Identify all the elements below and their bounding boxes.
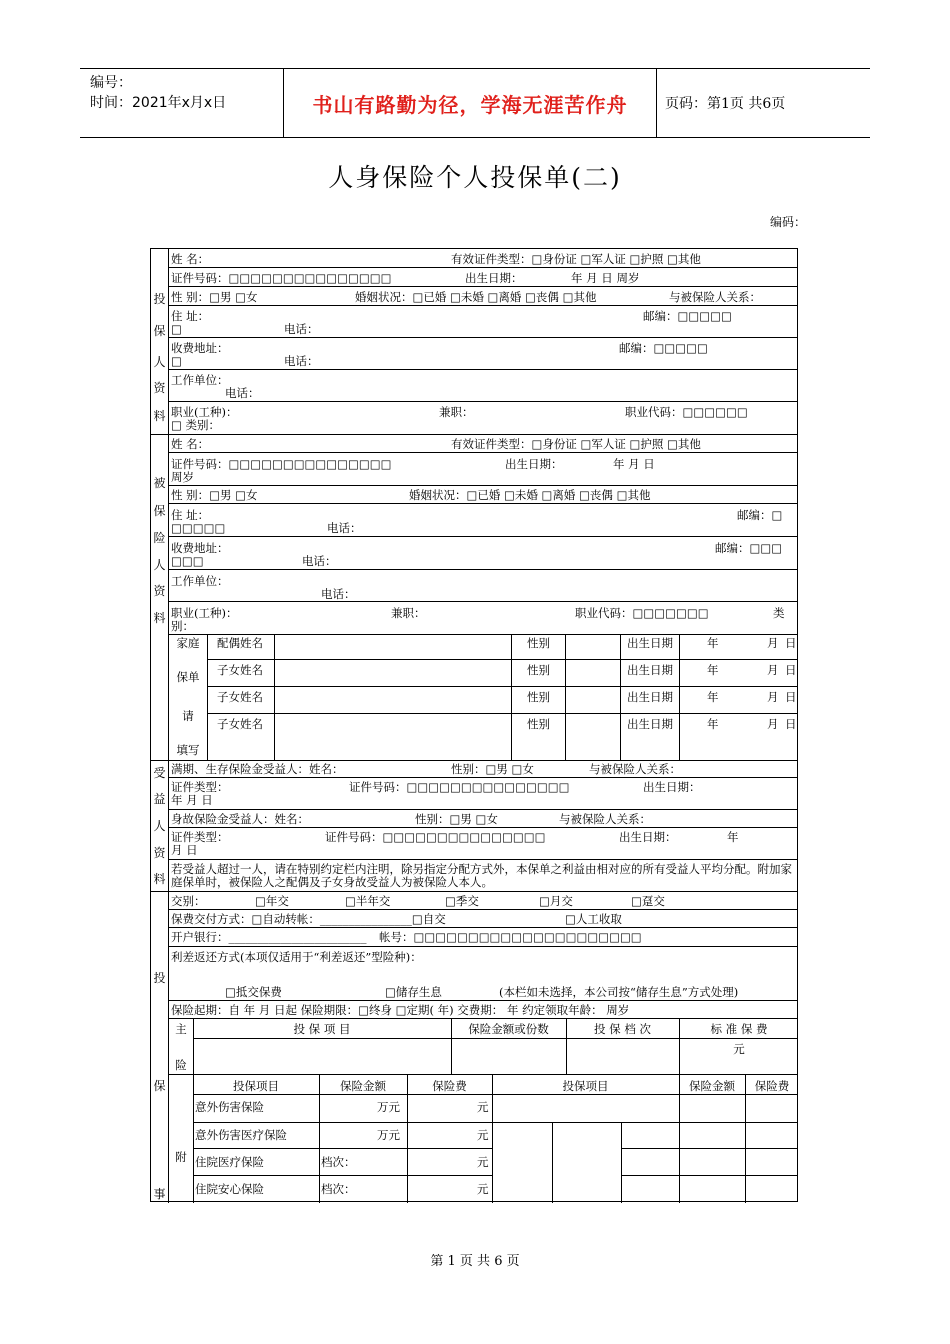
- insured-mail-postcode[interactable]: 邮编：□□□: [715, 541, 783, 555]
- insured-birth-fields: 年 月 日: [613, 457, 655, 471]
- rider-row-name: 住院安心保险: [195, 1182, 264, 1196]
- family-gender-label: 性别: [527, 690, 550, 704]
- applicant-id-number[interactable]: 证件号码：□□□□□□□□□□□□□□□: [171, 271, 392, 285]
- form-title: 人身保险个人投保单(二): [328, 163, 622, 192]
- motto: 书山有路勤为径，学海无涯苦作舟: [283, 69, 657, 137]
- insured-name-label: 姓 名：: [171, 437, 210, 451]
- death-beneficiary-relation: 与被保险人关系：: [559, 812, 651, 826]
- section-label-insured-4: 人: [153, 558, 166, 572]
- family-day: 日: [785, 663, 797, 677]
- insured-work-unit: 工作单位：: [171, 574, 229, 588]
- insured-row-gender: [169, 486, 797, 504]
- rider-row-premium: 元: [477, 1128, 489, 1142]
- applicant-mail-postcode[interactable]: 邮编：□□□□□: [619, 341, 708, 355]
- family-month: 月: [767, 690, 779, 704]
- family-row-title-child: 子女姓名: [217, 690, 263, 704]
- insured-mail-line2: □□□: [171, 554, 204, 568]
- applicant-row-id: [169, 268, 797, 287]
- section-label-insured-5: 资: [153, 584, 166, 598]
- applicant-row-mail: [169, 338, 797, 370]
- insured-postcode[interactable]: 邮编：□: [737, 508, 783, 522]
- main-coverage-label-2: 险: [175, 1058, 187, 1072]
- insured-marital[interactable]: 婚姻状况：□已婚 □未婚 □离婚 □丧偶 □其他: [409, 488, 651, 502]
- insured-row-id: [169, 453, 797, 486]
- page-indicator: 页码：第1页 共6页: [665, 96, 786, 112]
- insurance-application-form: [150, 248, 798, 1202]
- insured-occupation-category-2: 别：: [171, 619, 194, 633]
- section-label-matters-1: 投: [153, 971, 166, 985]
- insured-id-type[interactable]: 有效证件类型：□身份证 □军人证 □护照 □其他: [451, 437, 701, 451]
- applicant-row-gender: [169, 287, 797, 306]
- section-label-insured-3: 险: [153, 531, 166, 545]
- insured-parttime: 兼职：: [391, 606, 426, 620]
- section-label-applicant-2: 保: [153, 324, 166, 338]
- family-day: 日: [785, 636, 797, 650]
- applicant-address-label: 住 址：: [171, 309, 210, 323]
- maturity-beneficiary-birth: 出生日期：: [643, 780, 701, 794]
- refund-deposit-option[interactable]: □储存生息: [385, 985, 442, 999]
- applicant-occupation-category: □ 类别：: [171, 418, 221, 432]
- payment-row-mode: [169, 892, 797, 910]
- rider-row-amount: 万元: [377, 1128, 400, 1142]
- main-premium-header: 标 准 保 费: [710, 1022, 768, 1036]
- family-birth-label: 出生日期: [627, 663, 673, 677]
- rider-amount-header: 保险金额: [340, 1079, 386, 1093]
- family-month: 月: [767, 663, 779, 677]
- section-label-applicant-1: 投: [153, 292, 166, 306]
- rider-coverage-label: 附: [175, 1150, 187, 1164]
- applicant-phone: 电话：: [284, 322, 319, 336]
- insured-row-work: [169, 570, 797, 602]
- beneficiary-row-id-2: [169, 828, 797, 860]
- family-grid-line: [208, 659, 797, 660]
- applicant-mail-line2: □: [171, 354, 182, 368]
- family-year: 年: [707, 690, 719, 704]
- insured-address-label: 住 址：: [171, 508, 210, 522]
- death-beneficiary-gender[interactable]: 性别：□男 □女: [415, 812, 498, 826]
- code-label: 编号：: [90, 75, 132, 91]
- rider-grid-line: [621, 1123, 622, 1203]
- payment-bank[interactable]: 开户银行：________________________: [171, 930, 367, 944]
- applicant-parttime: 兼职：: [439, 405, 474, 419]
- family-label-2: 保单: [176, 670, 200, 684]
- death-beneficiary-id-number[interactable]: 证件号码：□□□□□□□□□□□□□□□: [325, 830, 546, 844]
- payment-row-refund: [169, 947, 797, 1001]
- applicant-work-phone: 电话：: [225, 386, 260, 400]
- maturity-beneficiary-date: 年 月 日: [171, 793, 213, 807]
- rider-row-name: 意外伤害保险: [195, 1100, 264, 1114]
- family-grid-line: [208, 686, 797, 687]
- maturity-beneficiary-relation: 与被保险人关系：: [589, 762, 681, 776]
- family-row-title-spouse: 配偶姓名: [217, 636, 263, 650]
- section-label-matters-2: 保: [153, 1079, 166, 1093]
- rider-row-amount: 档次：: [321, 1182, 356, 1196]
- refund-offset-option[interactable]: □抵交保费: [225, 985, 282, 999]
- insured-row-mail: [169, 537, 797, 570]
- applicant-row-name: [169, 249, 797, 268]
- section-label-insured-6: 料: [153, 611, 166, 625]
- applicant-birth-label: 出生日期：: [465, 271, 523, 285]
- family-grid-line: [208, 713, 797, 714]
- insured-id-number[interactable]: 证件号码：□□□□□□□□□□□□□□□: [171, 457, 392, 471]
- rider-item-header-2: 投保项目: [562, 1079, 609, 1093]
- family-grid-line: [565, 635, 566, 760]
- payment-method[interactable]: 保费交付方式：□自动转帐：________________□自交: [171, 912, 446, 926]
- family-month: 月: [767, 717, 779, 731]
- rider-row-premium: 元: [477, 1100, 489, 1114]
- applicant-birth-fields: 年 月 日 周岁: [571, 271, 640, 285]
- insured-occupation-category: 类: [773, 606, 785, 620]
- applicant-relation: 与被保险人关系：: [669, 290, 761, 304]
- payment-row-period: [169, 1001, 797, 1019]
- insured-address-line2: □□□□□: [171, 521, 226, 535]
- payment-semiannual-option[interactable]: □半年交: [345, 894, 391, 908]
- section-label-beneficiary-2: 益: [153, 792, 166, 806]
- beneficiary-row-note: [169, 860, 797, 892]
- insured-row-occupation: [169, 602, 797, 635]
- rider-row-amount: 万元: [377, 1100, 400, 1114]
- family-grid-line: [274, 635, 275, 760]
- insured-gender[interactable]: 性 别：□男 □女: [171, 488, 258, 502]
- family-label-3: 请: [182, 709, 194, 723]
- main-coverage-label-1: 主: [175, 1022, 187, 1036]
- family-year: 年: [707, 717, 719, 731]
- family-month: 月: [767, 636, 779, 650]
- family-grid-line: [620, 635, 621, 760]
- payment-account-number[interactable]: 帐号：□□□□□□□□□□□□□□□□□□□□□: [379, 930, 642, 944]
- applicant-address-line2: □: [171, 322, 182, 336]
- section-label-beneficiary-3: 人: [153, 819, 166, 833]
- death-beneficiary-id-type: 证件类型：: [171, 830, 229, 844]
- section-divider: [151, 434, 169, 435]
- applicant-marital[interactable]: 婚姻状况：□已婚 □未婚 □离婚 □丧偶 □其他: [355, 290, 597, 304]
- section-label-applicant-4: 资: [153, 381, 166, 395]
- rider-grid-line: [193, 1094, 797, 1095]
- payment-single-option[interactable]: □趸交: [631, 894, 665, 908]
- section-label-applicant-5: 料: [153, 409, 166, 423]
- refund-default-note: (本栏如未选择，本公司按“储存生息”方式处理): [499, 985, 739, 999]
- rider-row-name: 意外伤害医疗保险: [195, 1128, 287, 1142]
- insurance-period: 保险起期：自 年 月 日起 保险期限：□终身 □定期( 年) 交费期： 年 约定领取年龄： 周岁: [171, 1003, 630, 1017]
- rider-premium-header: 保险费: [432, 1079, 467, 1093]
- applicant-postcode[interactable]: 邮编：□□□□□: [643, 309, 732, 323]
- section-label-beneficiary-4: 资: [153, 846, 166, 860]
- insured-occupation-code[interactable]: 职业代码：□□□□□□□: [575, 606, 709, 620]
- family-label-4: 填写: [176, 743, 200, 757]
- main-amount-header: 保险金额或份数: [468, 1022, 549, 1036]
- maturity-beneficiary-id-number[interactable]: 证件号码：□□□□□□□□□□□□□□□: [349, 780, 570, 794]
- applicant-occupation-code[interactable]: 职业代码：□□□□□□: [625, 405, 748, 419]
- time-label: 时间：2021年x月x日: [90, 95, 227, 111]
- document-header: [80, 68, 870, 138]
- insured-age: 周岁: [171, 470, 194, 484]
- applicant-mail-phone: 电话：: [284, 354, 319, 368]
- payment-row-bank: [169, 928, 797, 947]
- family-birth-label: 出生日期: [627, 636, 673, 650]
- family-day: 日: [785, 690, 797, 704]
- insured-birth-label: 出生日期：: [505, 457, 563, 471]
- rider-premium-header-2: 保险费: [754, 1079, 790, 1093]
- rider-grid-line: [552, 1123, 553, 1203]
- rider-grid-line: [193, 1175, 492, 1176]
- family-grid-line: [511, 635, 512, 760]
- applicant-id-type[interactable]: 有效证件类型：□身份证 □军人证 □护照 □其他: [451, 252, 701, 266]
- applicant-gender[interactable]: 性 别：□男 □女: [171, 290, 258, 304]
- main-level-header: 投 保 档 次: [594, 1022, 651, 1036]
- form-code-label: 编码：: [770, 215, 807, 229]
- beneficiary-row-maturity: [169, 761, 797, 778]
- maturity-beneficiary-name: 满期、生存保险金受益人：姓名：: [171, 762, 344, 776]
- payment-quarterly-option[interactable]: □季交: [445, 894, 479, 908]
- applicant-row-address: [169, 306, 797, 338]
- insured-mail-phone: 电话：: [302, 554, 337, 568]
- family-day: 日: [785, 717, 797, 731]
- maturity-beneficiary-gender[interactable]: 性别：□男 □女: [451, 762, 534, 776]
- death-beneficiary-date: 月 日: [171, 843, 198, 857]
- family-year: 年: [707, 663, 719, 677]
- family-gender-label: 性别: [527, 717, 550, 731]
- main-premium-unit: 元: [733, 1042, 745, 1056]
- section-label-insured-2: 保: [153, 504, 166, 518]
- applicant-occupation: 职业(工种)：: [171, 405, 238, 419]
- family-row-title-child: 子女姓名: [217, 663, 263, 677]
- death-beneficiary-year: 年: [727, 830, 739, 844]
- payment-row-method: [169, 910, 797, 928]
- applicant-mail-address: 收费地址：: [171, 341, 229, 355]
- payment-manual-option[interactable]: □人工收取: [565, 912, 622, 926]
- section-label-beneficiary-5: 料: [153, 872, 166, 886]
- header-meta: [90, 73, 285, 113]
- family-gender-label: 性别: [527, 663, 550, 677]
- section-label-matters-3: 事: [153, 1187, 166, 1201]
- insured-mail-address: 收费地址：: [171, 541, 229, 555]
- beneficiary-distribution-note: 若受益人超过一人，请在特别约定栏内注明，除另指定分配方式外，本保单之利益由相对应的所有受益人平均分配。附加家庭保单时，被保险人之配偶及子女身故受益人为被保险人本人。: [171, 862, 792, 889]
- family-birth-label: 出生日期: [627, 717, 673, 731]
- payment-mode-label: 交别：: [171, 894, 206, 908]
- rider-row-amount: 档次：: [321, 1155, 356, 1169]
- rider-row-name: 住院医疗保险: [195, 1155, 264, 1169]
- family-birth-label: 出生日期: [627, 690, 673, 704]
- family-gender-label: 性别: [527, 636, 550, 650]
- rider-grid-line: [621, 1175, 797, 1176]
- rider-grid-line: [621, 1148, 797, 1149]
- refund-method-label: 利差返还方式(本项仅适用于“利差返还”型险种)：: [171, 950, 422, 964]
- payment-annual-option[interactable]: □年交: [255, 894, 289, 908]
- insured-occupation: 职业(工种)：: [171, 606, 238, 620]
- rider-row-premium: 元: [477, 1155, 489, 1169]
- family-year: 年: [707, 636, 719, 650]
- rider-grid-line: [193, 1148, 492, 1149]
- payment-monthly-option[interactable]: □月交: [539, 894, 573, 908]
- rider-grid-line: [193, 1122, 797, 1123]
- rider-row-premium: 元: [477, 1182, 489, 1196]
- insured-phone: 电话：: [327, 521, 362, 535]
- applicant-work-unit: 工作单位：: [171, 373, 229, 387]
- section-label-insured-1: 被: [153, 476, 166, 490]
- family-grid-line: [207, 635, 208, 760]
- family-label-1: 家庭: [176, 636, 200, 650]
- applicant-row-work: [169, 370, 797, 402]
- applicant-row-occupation: [169, 402, 797, 435]
- section-divider: [151, 891, 169, 892]
- family-grid-line: [679, 635, 680, 760]
- section-divider: [151, 760, 169, 761]
- section-label-applicant-3: 人: [153, 355, 166, 369]
- main-item-header: 投 保 项 目: [293, 1022, 351, 1036]
- death-beneficiary-name: 身故保险金受益人：姓名：: [171, 812, 309, 826]
- section-label-beneficiary-1: 受: [153, 766, 166, 780]
- coverage-grid-line: [193, 1038, 797, 1039]
- beneficiary-row-id: [169, 778, 797, 810]
- page-footer: 第 1 页 共 6 页: [430, 1254, 520, 1269]
- rider-item-header: 投保项目: [233, 1079, 279, 1093]
- insured-row-address: [169, 504, 797, 537]
- maturity-beneficiary-id-type: 证件类型：: [171, 780, 229, 794]
- family-row-title-child: 子女姓名: [217, 717, 263, 731]
- rider-amount-header-2: 保险金额: [689, 1079, 735, 1093]
- coverage-grid-line: [169, 1074, 797, 1075]
- insured-row-name: [169, 435, 797, 453]
- insured-work-phone: 电话：: [321, 587, 356, 601]
- death-beneficiary-birth: 出生日期：: [619, 830, 677, 844]
- applicant-name-label: 姓 名：: [171, 252, 210, 266]
- beneficiary-row-death: [169, 810, 797, 828]
